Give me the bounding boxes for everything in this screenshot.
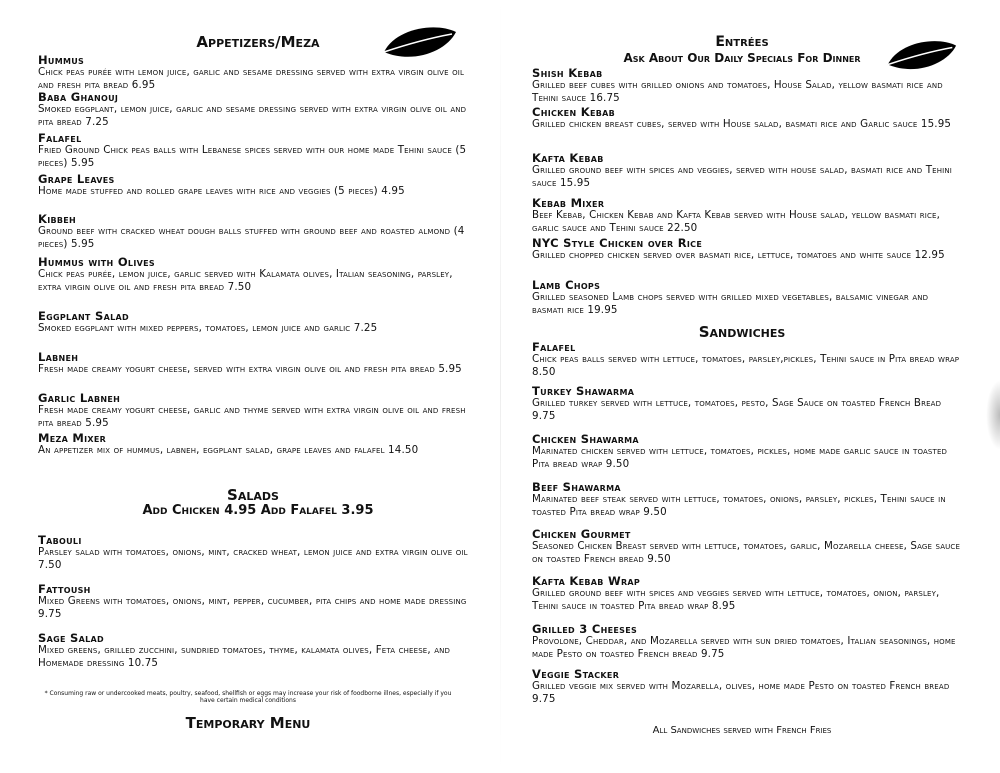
salads-title: Salads [227,486,279,504]
appetizer-item [38,432,468,457]
item-name: Labneh [38,350,79,364]
item-desc: Grilled chopped chicken served over basmati rice, lettuce, tomatoes and white sauce 12.95 [532,249,945,261]
item-name: Kebab Mixer [532,196,605,210]
salads-addons: Add Chicken 4.95 Add Falafel 3.95 [142,503,374,518]
item-desc: Provolone, Cheddar, and Mozarella served with sun dried tomatoes, Italian seasonings, home made Pesto on toasted French bread 9.75 [532,635,956,660]
item-desc: Beef Kebab, Chicken Kebab and Kafta Kebab served with House salad, yellow basmati rice, garlic sauce and Tehini sauce 22.50 [532,209,940,234]
sandwich-item [532,623,962,661]
sandwich-item [532,668,962,706]
item-desc: An appetizer mix of hummus, labneh, eggplant salad, grape leaves and falafel 14.50 [38,444,419,456]
item-desc: Grilled turkey served with lettuce, tomatoes, pesto, Sage Sauce on toasted French Bread 9.75 [532,397,942,422]
appetizers-title: Appetizers/Meza [196,33,320,51]
appetizer-item [38,392,468,430]
appetizer-item [38,91,468,129]
page-edge-shadow [986,380,1000,450]
item-desc: Ground beef with cracked wheat dough balls stuffed with ground beef and roasted almond (4 pieces) 5.95 [38,225,465,250]
item-desc: Smoked eggplant with mixed peppers, tomatoes, lemon juice and garlic 7.25 [38,322,378,334]
item-desc: Marinated chicken served with lettuce, tomatoes, pickles, home made garlic sauce in toasted Pita bread wrap 9.50 [532,445,948,470]
item-desc: Marinated beef steak served with lettuce, tomatoes, onions, parsley, pickles, Tehini sauce in toasted Pita bread wrap 9.50 [532,493,946,518]
item-desc: Chick peas purée with lemon juice, garlic and sesame dressing served with extra virgin olive oil and fresh pita bread 6.95 [38,66,465,91]
item-desc: Mixed Greens with tomatoes, onions, mint, pepper, cucumber, pita chips and home made dressing 9.75 [38,595,467,620]
item-name: Falafel [532,340,576,354]
sandwich-item [532,385,962,423]
item-name: Eggplant Salad [38,309,129,323]
entree-item [532,237,962,262]
item-name: Tabouli [38,533,82,547]
item-name: Kafta Kebab [532,151,604,165]
item-name: Fattoush [38,582,91,596]
item-desc: Chick peas balls served with lettuce, tomatoes, parsley,pickles, Tehini sauce in Pita bread wrap 8.50 [532,353,960,378]
item-name: Sage Salad [38,631,104,645]
sandwiches-title: Sandwiches [698,323,786,341]
item-desc: Fresh made creamy yogurt cheese, garlic and thyme served with extra virgin olive oil and fresh pita bread 5.95 [38,404,466,429]
item-desc: Fresh made creamy yogurt cheese, served with extra virgin olive oil and fresh pita bread 5.95 [38,363,462,375]
entree-item [532,152,962,190]
appetizer-item [38,351,468,376]
sandwich-footer-note: All Sandwiches served with French Fries [652,725,832,736]
entrees-subtitle: Ask About Our Daily Specials For Dinner [623,51,861,65]
appetizer-item [38,132,468,170]
sandwich-item [532,481,962,519]
item-desc: Parsley salad with tomatoes, onions, mint, cracked wheat, lemon juice and extra virgin olive oil 7.50 [38,546,468,571]
sandwich-item [532,341,962,379]
item-name: Turkey Shawarma [532,384,635,398]
item-name: Grilled 3 Cheeses [532,622,638,636]
item-desc: Grilled chicken breast cubes, served with House salad, basmati rice and Garlic sauce 15.95 [532,118,952,130]
item-name: Hummus [38,53,85,67]
item-name: Beef Shawarma [532,480,621,494]
temporary-menu-label: Temporary Menu [185,714,311,732]
item-name: Shish Kebab [532,66,603,80]
item-desc: Grilled ground beef with spices and veggies, served with house salad, basmati rice and Tehini sauce 15.95 [532,164,952,189]
item-desc: Grilled veggie mix served with Mozarella, olives, home made Pesto on toasted French bread 9.75 [532,680,950,705]
appetizer-item [38,54,468,92]
item-name: Meza Mixer [38,431,107,445]
sandwich-item [532,528,962,566]
item-name: Chicken Shawarma [532,432,639,446]
appetizer-item [38,213,468,251]
item-desc: Grilled seasoned Lamb chops served with grilled mixed vegetables, balsamic vinegar and basmati rice 19.95 [532,291,929,316]
item-desc: Home made stuffed and rolled grape leaves with rice and veggies (5 pieces) 4.95 [38,185,405,197]
appetizer-item [38,173,468,198]
item-name: Lamb Chops [532,278,601,292]
item-name: Grape Leaves [38,172,115,186]
entree-item [532,67,962,105]
item-desc: Seasoned Chicken Breast served with lettuce, tomatoes, garlic, Mozarella cheese, Sage sauce on toasted French bread 9.50 [532,540,961,565]
sandwich-item [532,433,962,471]
salad-item [38,534,468,572]
appetizer-item [38,310,468,335]
entree-item [532,197,962,235]
item-name: Chicken Gourmet [532,527,631,541]
appetizer-item [38,256,468,294]
item-name: Baba Ghanouj [38,90,119,104]
item-name: Kafta Kebab Wrap [532,574,641,588]
item-name: Hummus with Olives [38,255,155,269]
entree-item [532,279,962,317]
sandwich-item [532,575,962,613]
item-desc: Mixed greens, grilled zucchini, sundried tomatoes, thyme, kalamata olives, Feta cheese, and Homemade dressing 10.75 [38,644,451,669]
salad-item [38,583,468,621]
page-crease [500,0,501,773]
item-desc: Grilled beef cubes with grilled onions and tomatoes, House Salad, yellow basmati rice and Tehini sauce 16.75 [532,79,943,104]
entrees-title: Entrées [715,34,769,50]
item-name: NYC Style Chicken over Rice [532,236,703,250]
item-name: Kibbeh [38,212,77,226]
item-name: Veggie Stacker [532,667,620,681]
item-name: Falafel [38,131,82,145]
item-name: Garlic Labneh [38,391,121,405]
disclaimer: * Consuming raw or undercooked meats, poultry, seafood, shellfish or eggs may increase your risk of foodborne illnes, especially if you have certain medical conditions [44,690,452,704]
item-name: Chicken Kebab [532,105,616,119]
item-desc: Grilled ground beef with spices and veggies served with lettuce, tomatoes, onion, parsley, Tehini sauce in toasted Pita bread wrap 8.95 [532,587,940,612]
item-desc: Smoked eggplant, lemon juice, garlic and sesame dressing served with extra virgin olive oil and pita bread 7.25 [38,103,467,128]
item-desc: Chick peas purée, lemon juice, garlic served with Kalamata olives, Italian seasoning, parsley, extra virgin olive oil and fresh pita bread 7.50 [38,268,453,293]
entree-item [532,106,962,131]
salad-item [38,632,468,670]
item-desc: Fried Ground Chick peas balls with Lebanese spices served with our home made Tehini sauce (5 pieces) 5.95 [38,144,467,169]
